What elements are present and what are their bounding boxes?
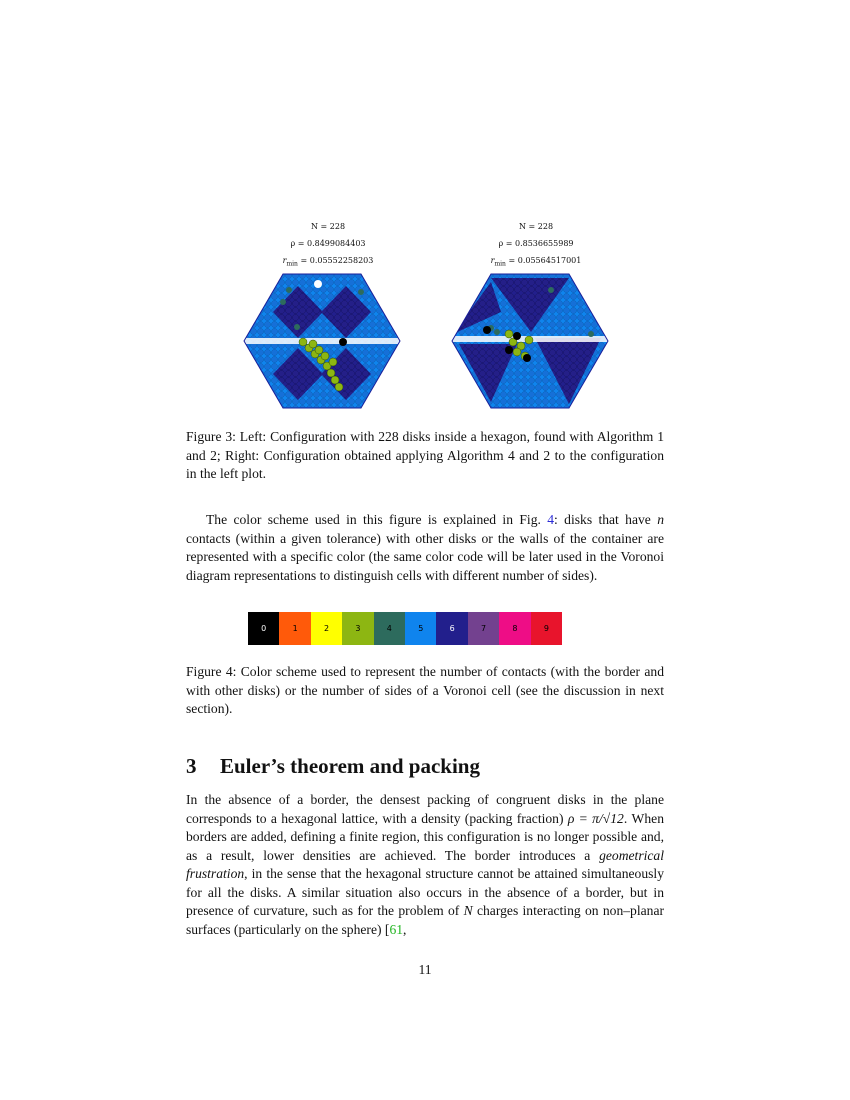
left-n: N = 228 bbox=[310, 222, 346, 231]
left-rho: ρ = 0.8499084403 bbox=[290, 239, 366, 248]
right-n: N = 228 bbox=[518, 222, 554, 231]
color-scale-cell-6: 6 bbox=[436, 612, 467, 645]
color-scale-cell-9: 9 bbox=[531, 612, 562, 645]
body1-text-a: The color scheme used in this figure is explained in Fig. bbox=[206, 512, 548, 527]
page-number: 11 bbox=[418, 962, 432, 977]
citation-61-link[interactable]: 61 bbox=[389, 921, 404, 937]
color-scale-cell-1: 1 bbox=[279, 612, 310, 645]
body-paragraph-1 bbox=[186, 511, 664, 585]
section-number: 3 bbox=[186, 754, 197, 778]
section-title: Euler’s theorem and packing bbox=[220, 754, 480, 778]
body2-p5: , bbox=[403, 921, 407, 937]
right-rho: ρ = 0.8536655989 bbox=[498, 239, 574, 248]
color-scale-cell-7: 7 bbox=[468, 612, 499, 645]
figure4-caption: Figure 4: Color scheme used to represent the number of contacts (with the border and with other disks) or the number of sides of a Voronoi cell (see the discussion in next section). bbox=[186, 664, 664, 716]
body2-emphasis: geometrical frustration bbox=[186, 847, 664, 881]
figure3-caption: Figure 3: Left: Configuration with 228 disks inside a hexagon, found with Algorithm 1 and 2; Right: Configuration obtained applying Algorithm 4 and 2 to the configuration in the left plot. bbox=[186, 429, 664, 481]
fig4-reference-link[interactable]: 4 bbox=[547, 512, 555, 527]
figure3-left-hexagon-plot bbox=[243, 272, 401, 410]
body1-var-n: n bbox=[657, 512, 664, 527]
figure3-left-header bbox=[243, 218, 413, 273]
color-scale-cell-2: 2 bbox=[311, 612, 342, 645]
left-rmin-line: $r_{min} = 0.05552258203$ bbox=[282, 256, 374, 268]
body2-p4: charges interacting on non–planar surfaces (particularly on the sphere) [ bbox=[186, 903, 664, 937]
color-scale-cell-4: 4 bbox=[374, 612, 405, 645]
figure4-color-scale bbox=[248, 612, 562, 645]
figure3-right-header bbox=[451, 218, 621, 273]
body2-p3: , in the sense that the hexagonal structure cannot be attained simultaneously for all the disks. A similar situation also occurs in the absence of a border, but in presence of curvature, such as for the problem of bbox=[186, 866, 664, 918]
body2-var-N: N bbox=[463, 903, 473, 918]
color-scale-cell-3: 3 bbox=[342, 612, 373, 645]
body-paragraph-2 bbox=[186, 791, 664, 939]
body2-p1: In the absence of a border, the densest packing of congruent disks in the plane corresponds to a hexagonal lattice, with a density (packing fraction) bbox=[186, 792, 664, 826]
color-scale-cell-8: 8 bbox=[499, 612, 530, 645]
figure3-right-hexagon-plot bbox=[451, 272, 609, 410]
body1-text-b: : disks that have bbox=[554, 512, 658, 527]
density-formula: ρ = π/√12 bbox=[567, 810, 624, 826]
right-rmin: = 0.05564517001 bbox=[508, 256, 582, 265]
section-heading bbox=[186, 754, 480, 779]
color-scale-cell-0: 0 bbox=[248, 612, 279, 645]
body2-p2: . When borders are added, defining a finite region, this configuration is no longer possible and, as a result, lower densities are achieved. The border introduces a bbox=[186, 810, 664, 863]
body1-text-c: contacts (within a given tolerance) with other disks or the walls of the container are represented with a specific color (the same color code will be later used in the Voronoi diagram representations to distinguish cells with different number of sides). bbox=[186, 530, 664, 583]
right-rmin-line: $r_{min} = 0.05564517001$ bbox=[490, 256, 582, 268]
left-rmin: = 0.05552258203 bbox=[300, 256, 374, 265]
color-scale-cell-5: 5 bbox=[405, 612, 436, 645]
